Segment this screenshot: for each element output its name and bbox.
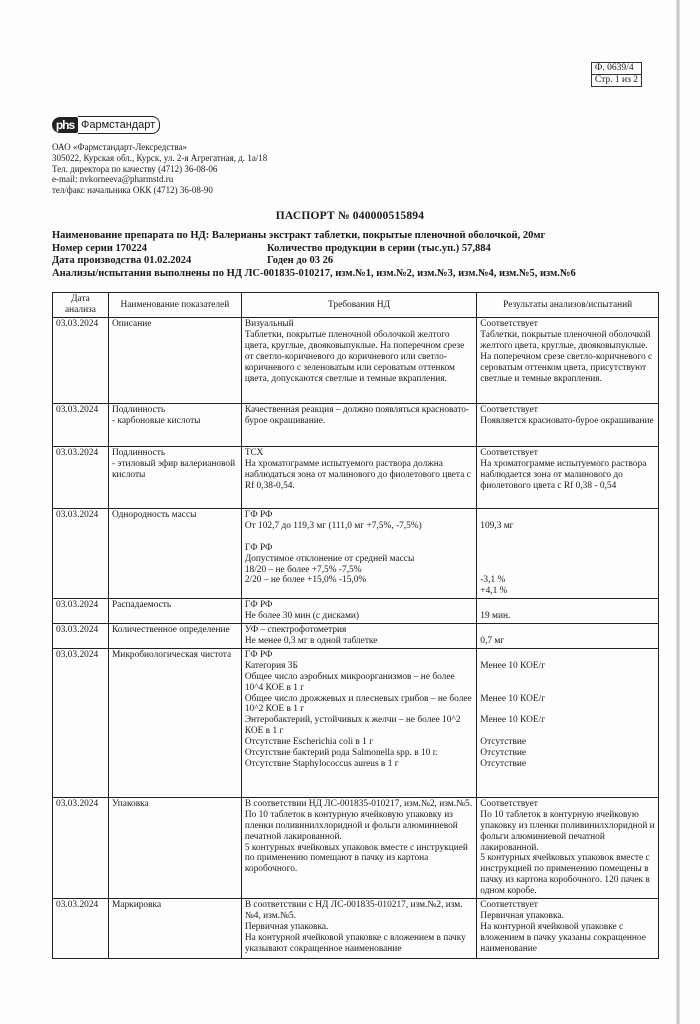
cell-indicator: Количественное определение <box>108 624 241 649</box>
batch-quantity: Количество продукции в серии (тыс.уп.) 57,884 <box>267 242 491 254</box>
cell-result: Соответствует Таблетки, покрытые пленочной оболочкой желтого цвета, круглые, двояковыпуклые. На поперечном срезе светло-коричневого с сероватым оттенком цвета, присутствуют светлые и темные вкрапления. <box>477 318 659 404</box>
header-indicator: Наименование показателей <box>108 293 241 318</box>
company-line: Тел. директора по качеству (4712) 36-08-06 <box>52 163 218 174</box>
cell-requirement: ТСХ На хроматограмме испытуемого раствора должна наблюдаться зона от малинового до фиолетового цвета с Rf 0,38-0,54. <box>241 447 476 509</box>
table-row <box>53 599 659 624</box>
product-meta <box>52 230 652 280</box>
cell-requirement: Качественная реакция – должно появляться красновато-бурое окрашивание. <box>241 404 476 447</box>
series-number: Номер серии 170224 <box>52 242 148 254</box>
table-row <box>53 624 659 649</box>
table-row <box>53 797 659 898</box>
cell-result: Менее 10 КОЕ/г Менее 10 КОЕ/г Менее 10 КОЕ/г Отсутствие Отсутствие Отсутствие <box>477 648 659 797</box>
analysis-table <box>52 292 659 959</box>
cell-result: 0,7 мг <box>477 624 659 649</box>
cell-date: 03.03.2024 <box>53 624 109 649</box>
table-row <box>53 648 659 797</box>
cell-indicator: Однородность массы <box>108 509 241 599</box>
expiry-date: Годен до 03 26 <box>267 255 334 267</box>
cell-date: 03.03.2024 <box>53 899 109 959</box>
cell-indicator: Подлинность - карбоновые кислоты <box>108 404 241 447</box>
production-date: Дата производства 01.02.2024 <box>52 255 192 267</box>
company-info <box>52 142 267 196</box>
cell-date: 03.03.2024 <box>53 797 109 898</box>
table-row <box>53 447 659 509</box>
cell-result: 109,3 мг -3,1 % +4,1 % <box>477 509 659 599</box>
header-results: Результаты анализов/испытаний <box>477 293 659 318</box>
table-row <box>53 404 659 447</box>
cell-result: Соответствует По 10 таблеток в контурную ячейковую упаковку из пленки поливинилхлоридной и фольги алюминиевой печатной лакированной. 5 контурных ячейковых упаковок вместе с инструкцией по применению помещены в пачку из картона коробочного. 120 пачек в одном коробе. <box>477 797 659 898</box>
form-code: Ф. 0639/4 <box>594 63 634 73</box>
company-line: ОАО «Фармстандарт-Лексредства» <box>52 142 187 152</box>
cell-requirement: УФ – спектрофотометрия Не менее 0,3 мг в одной таблетке <box>241 624 476 649</box>
cell-date: 03.03.2024 <box>53 404 109 447</box>
cell-date: 03.03.2024 <box>53 447 109 509</box>
table-header-row <box>53 293 659 318</box>
cell-requirement: В соответствии НД ЛС-001835-010217, изм.№2, изм.№5. По 10 таблеток в контурную ячейковую упаковку из пленки поливинилхлоридной и фольги алюминиевой печатной лакированной. 5 контурных ячейковых упаковок вместе с инструкцией по применению помещают в пачку из картона коробочного. <box>241 797 476 898</box>
company-line: 305022, Курская обл., Курск, ул. 2-я Агрегатная, д. 1а/18 <box>52 152 268 163</box>
cell-indicator: Описание <box>108 318 241 404</box>
company-line: e-mail: nvkorneeva@pharmstd.ru <box>52 174 174 185</box>
cell-requirement: ГФ РФ Не более 30 мин (с дисками) <box>241 599 476 624</box>
page-edge-shadow <box>676 0 680 1024</box>
header-date: Дата анализа <box>53 293 109 318</box>
header-requirements: Требования НД <box>241 293 476 318</box>
cell-indicator: Упаковка <box>108 797 241 898</box>
table-row <box>53 899 659 959</box>
cell-result: Соответствует На хроматограмме испытуемого раствора наблюдается зона от малинового до фиолетового цвета с Rf 0,38 - 0,54 <box>477 447 659 509</box>
cell-indicator: Подлинность - этиловый эфир валериановой кислоты <box>108 447 241 509</box>
analyses-reference: Анализы/испытания выполнены по НД ЛС-001835-010217, изм.№1, изм.№2, изм.№3, изм.№4, изм.№5, изм.№6 <box>52 267 576 279</box>
document-title: ПАСПОРТ № 040000515894 <box>275 210 425 222</box>
logo-name: Фармстандарт <box>78 116 160 134</box>
form-code-box <box>591 62 642 87</box>
company-logo <box>52 116 160 134</box>
table-row <box>53 318 659 404</box>
table-row <box>53 509 659 599</box>
cell-date: 03.03.2024 <box>53 318 109 404</box>
cell-requirement: Визуальный Таблетки, покрытые пленочной оболочкой желтого цвета, круглые, двояковыпуклые. На поперечном срезе от светло-коричневого до коричневого или светло-коричневого с зеленоватым или сероватым оттенком цвета, допускаются светлые и темные вкрапления. <box>241 318 476 404</box>
cell-requirement: ГФ РФ От 102,7 до 119,3 мг (111,0 мг +7,5%, -7,5%) ГФ РФ Допустимое отклонение от средней массы 18/20 – не более +7,5% -7,5% 2/20 – не более +15,0% -15,0% <box>241 509 476 599</box>
drug-name: Наименование препарата по НД: Валерианы экстракт таблетки, покрытые пленочной оболочкой, 20мг <box>52 230 546 241</box>
cell-date: 03.03.2024 <box>53 648 109 797</box>
cell-requirement: В соответствии с НД ЛС-001835-010217, изм.№2, изм.№4, изм.№5. Первичная упаковка. На контурной ячейковой упаковке с вложением в пачку указывают сокращенное наименование <box>241 899 476 959</box>
cell-date: 03.03.2024 <box>53 509 109 599</box>
cell-date: 03.03.2024 <box>53 599 109 624</box>
cell-result: 19 мин. <box>477 599 659 624</box>
company-line: тел/факс начальника ОКК (4712) 36-08-90 <box>52 185 213 196</box>
cell-result: Соответствует Появляется красновато-бурое окрашивание <box>477 404 659 447</box>
cell-indicator: Маркировка <box>108 899 241 959</box>
page-number: Стр. 1 из 2 <box>592 74 641 86</box>
cell-indicator: Распадаемость <box>108 599 241 624</box>
cell-requirement: ГФ РФ Категория 3Б Общее число аэробных микроорганизмов – не более 10^4 КОЕ в 1 г Общее число дрожжевых и плесневых грибов – не более 10^2 КОЕ в 1 г Энтеробактерий, устойчивых к желчи – не более 10^2 КОЕ в 1 г Отсутствие Escherichia coli в 1 г Отсутствие бактерий рода Salmonella spp. в 10 г. Отсутствие Staphylococcus aureus в 1 г <box>241 648 476 797</box>
logo-mark: phs <box>52 117 78 133</box>
cell-result: Соответствует Первичная упаковка. На контурной ячейковой упаковке с вложением в пачку указаны сокращенное наименование <box>477 899 659 959</box>
cell-indicator: Микробиологическая чистота <box>108 648 241 797</box>
